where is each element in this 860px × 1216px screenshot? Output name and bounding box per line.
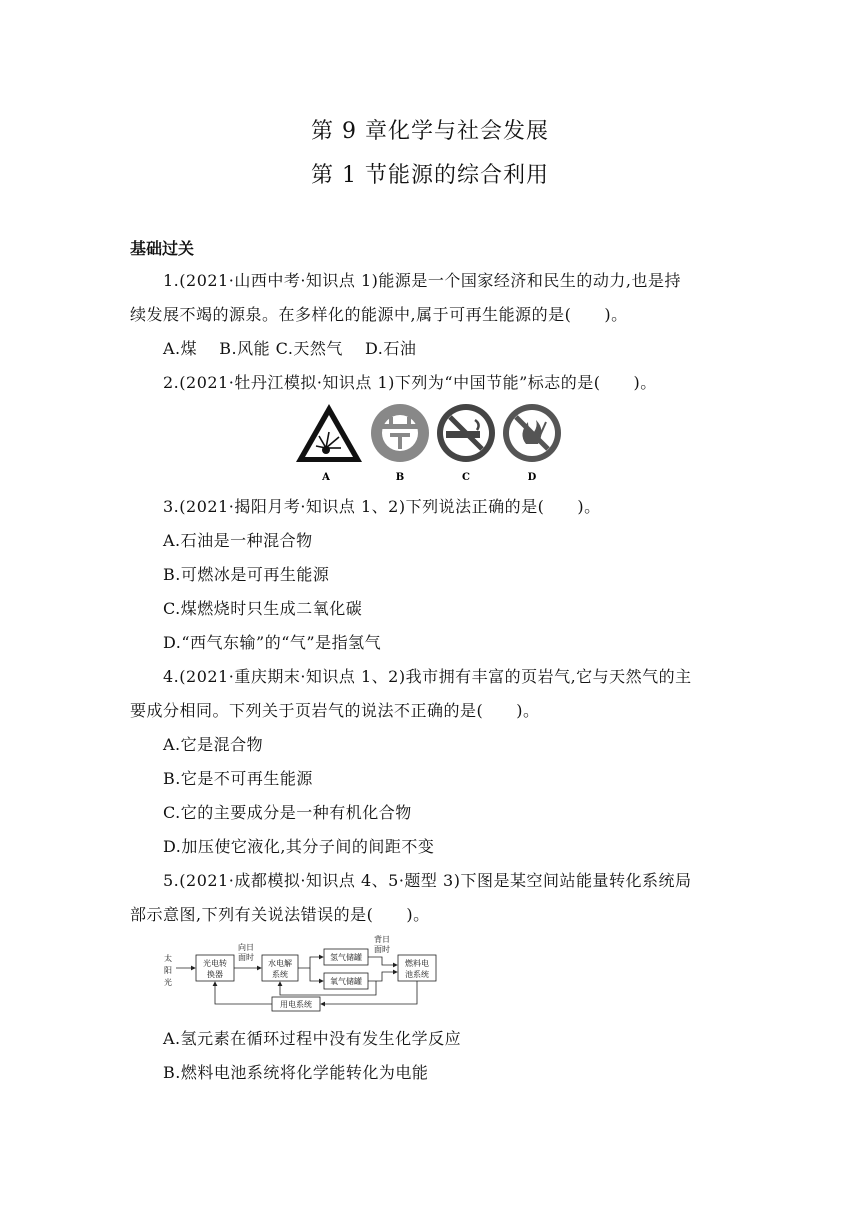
no-smoking-icon [437,404,495,462]
sunlight-label-2: 阳 [164,966,172,975]
q5-option-a: A.氢元素在循环过程中没有发生化学反应 [163,1029,462,1048]
q4-stem-line2: 要成分相同。下列关于页岩气的说法不正确的是( )。 [130,701,540,720]
electrolysis-label-2: 系统 [272,970,288,979]
q4-option-b: B.它是不可再生能源 [163,769,313,788]
section-title: 第 1 节能源的综合利用 [311,163,549,188]
q3-option-a: A.石油是一种混合物 [163,531,313,550]
sign-label-c: C [462,472,470,483]
q5-option-b: B.燃料电池系统将化学能转化为电能 [163,1063,429,1082]
fuel-cell-label-1: 燃料电 [405,959,429,968]
chapter-title: 第 9 章化学与社会发展 [311,119,549,144]
power-system-label: 用电系统 [280,1000,312,1009]
q4-option-d: D.加压使它液化,其分子间的间距不变 [163,837,435,856]
day-label-1: 向日 [238,943,254,952]
energy-sign-options [294,400,574,484]
q3-stem: 3.(2021·揭阳月考·知识点 1、2)下列说法正确的是( )。 [163,497,601,516]
energy-conversion-diagram [160,935,450,1015]
section-label: 基础过关 [130,239,195,258]
night-label-2: 面时 [374,945,390,954]
sign-label-b: B [395,472,405,483]
q4-stem-line1: 4.(2021·重庆期末·知识点 1、2)我市拥有丰富的页岩气,它与天然气的主 [163,667,692,686]
day-label-2: 面时 [238,953,254,962]
q1-stem-line2: 续发展不竭的源泉。在多样化的能源中,属于可再生能源的是( )。 [130,305,628,324]
electrolysis-label-1: 水电解 [268,959,292,968]
o2-tank-label: 氧气储罐 [330,977,362,986]
q2-stem: 2.(2021·牡丹江模拟·知识点 1)下列为“中国节能”标志的是( )。 [163,373,657,392]
sign-label-d: D [527,472,537,483]
q4-option-a: A.它是混合物 [163,735,264,754]
q5-stem-line2: 部示意图,下列有关说法错误的是( )。 [130,905,430,924]
fuel-cell-label-2: 池系统 [405,970,429,979]
q3-option-b: B.可燃冰是可再生能源 [163,565,330,584]
q1-options: A.煤 B.风能 C.天然气 D.石油 [163,339,417,358]
night-label-1: 背日 [374,935,390,944]
sunlight-label-3: 光 [164,978,172,987]
q1-stem-line1: 1.(2021·山西中考·知识点 1)能源是一个国家经济和民生的动力,也是持 [163,271,681,290]
h2-tank-label: 氢气储罐 [330,953,362,962]
sign-label-a: A [322,472,330,483]
converter-label-2: 换器 [207,970,223,979]
q3-option-d: D.“西气东输”的“气”是指氢气 [163,633,382,652]
explosive-warning-icon [296,404,362,462]
converter-label-1: 光电转 [203,959,227,968]
energy-saving-logo-icon [371,404,429,462]
q4-option-c: C.它的主要成分是一种有机化合物 [163,803,412,822]
q3-option-c: C.煤燃烧时只生成二氧化碳 [163,599,363,618]
no-open-flame-icon [503,404,561,462]
sunlight-label-1: 太 [164,954,172,963]
q5-stem-line1: 5.(2021·成都模拟·知识点 4、5·题型 3)下图是某空间站能量转化系统局 [163,871,692,890]
